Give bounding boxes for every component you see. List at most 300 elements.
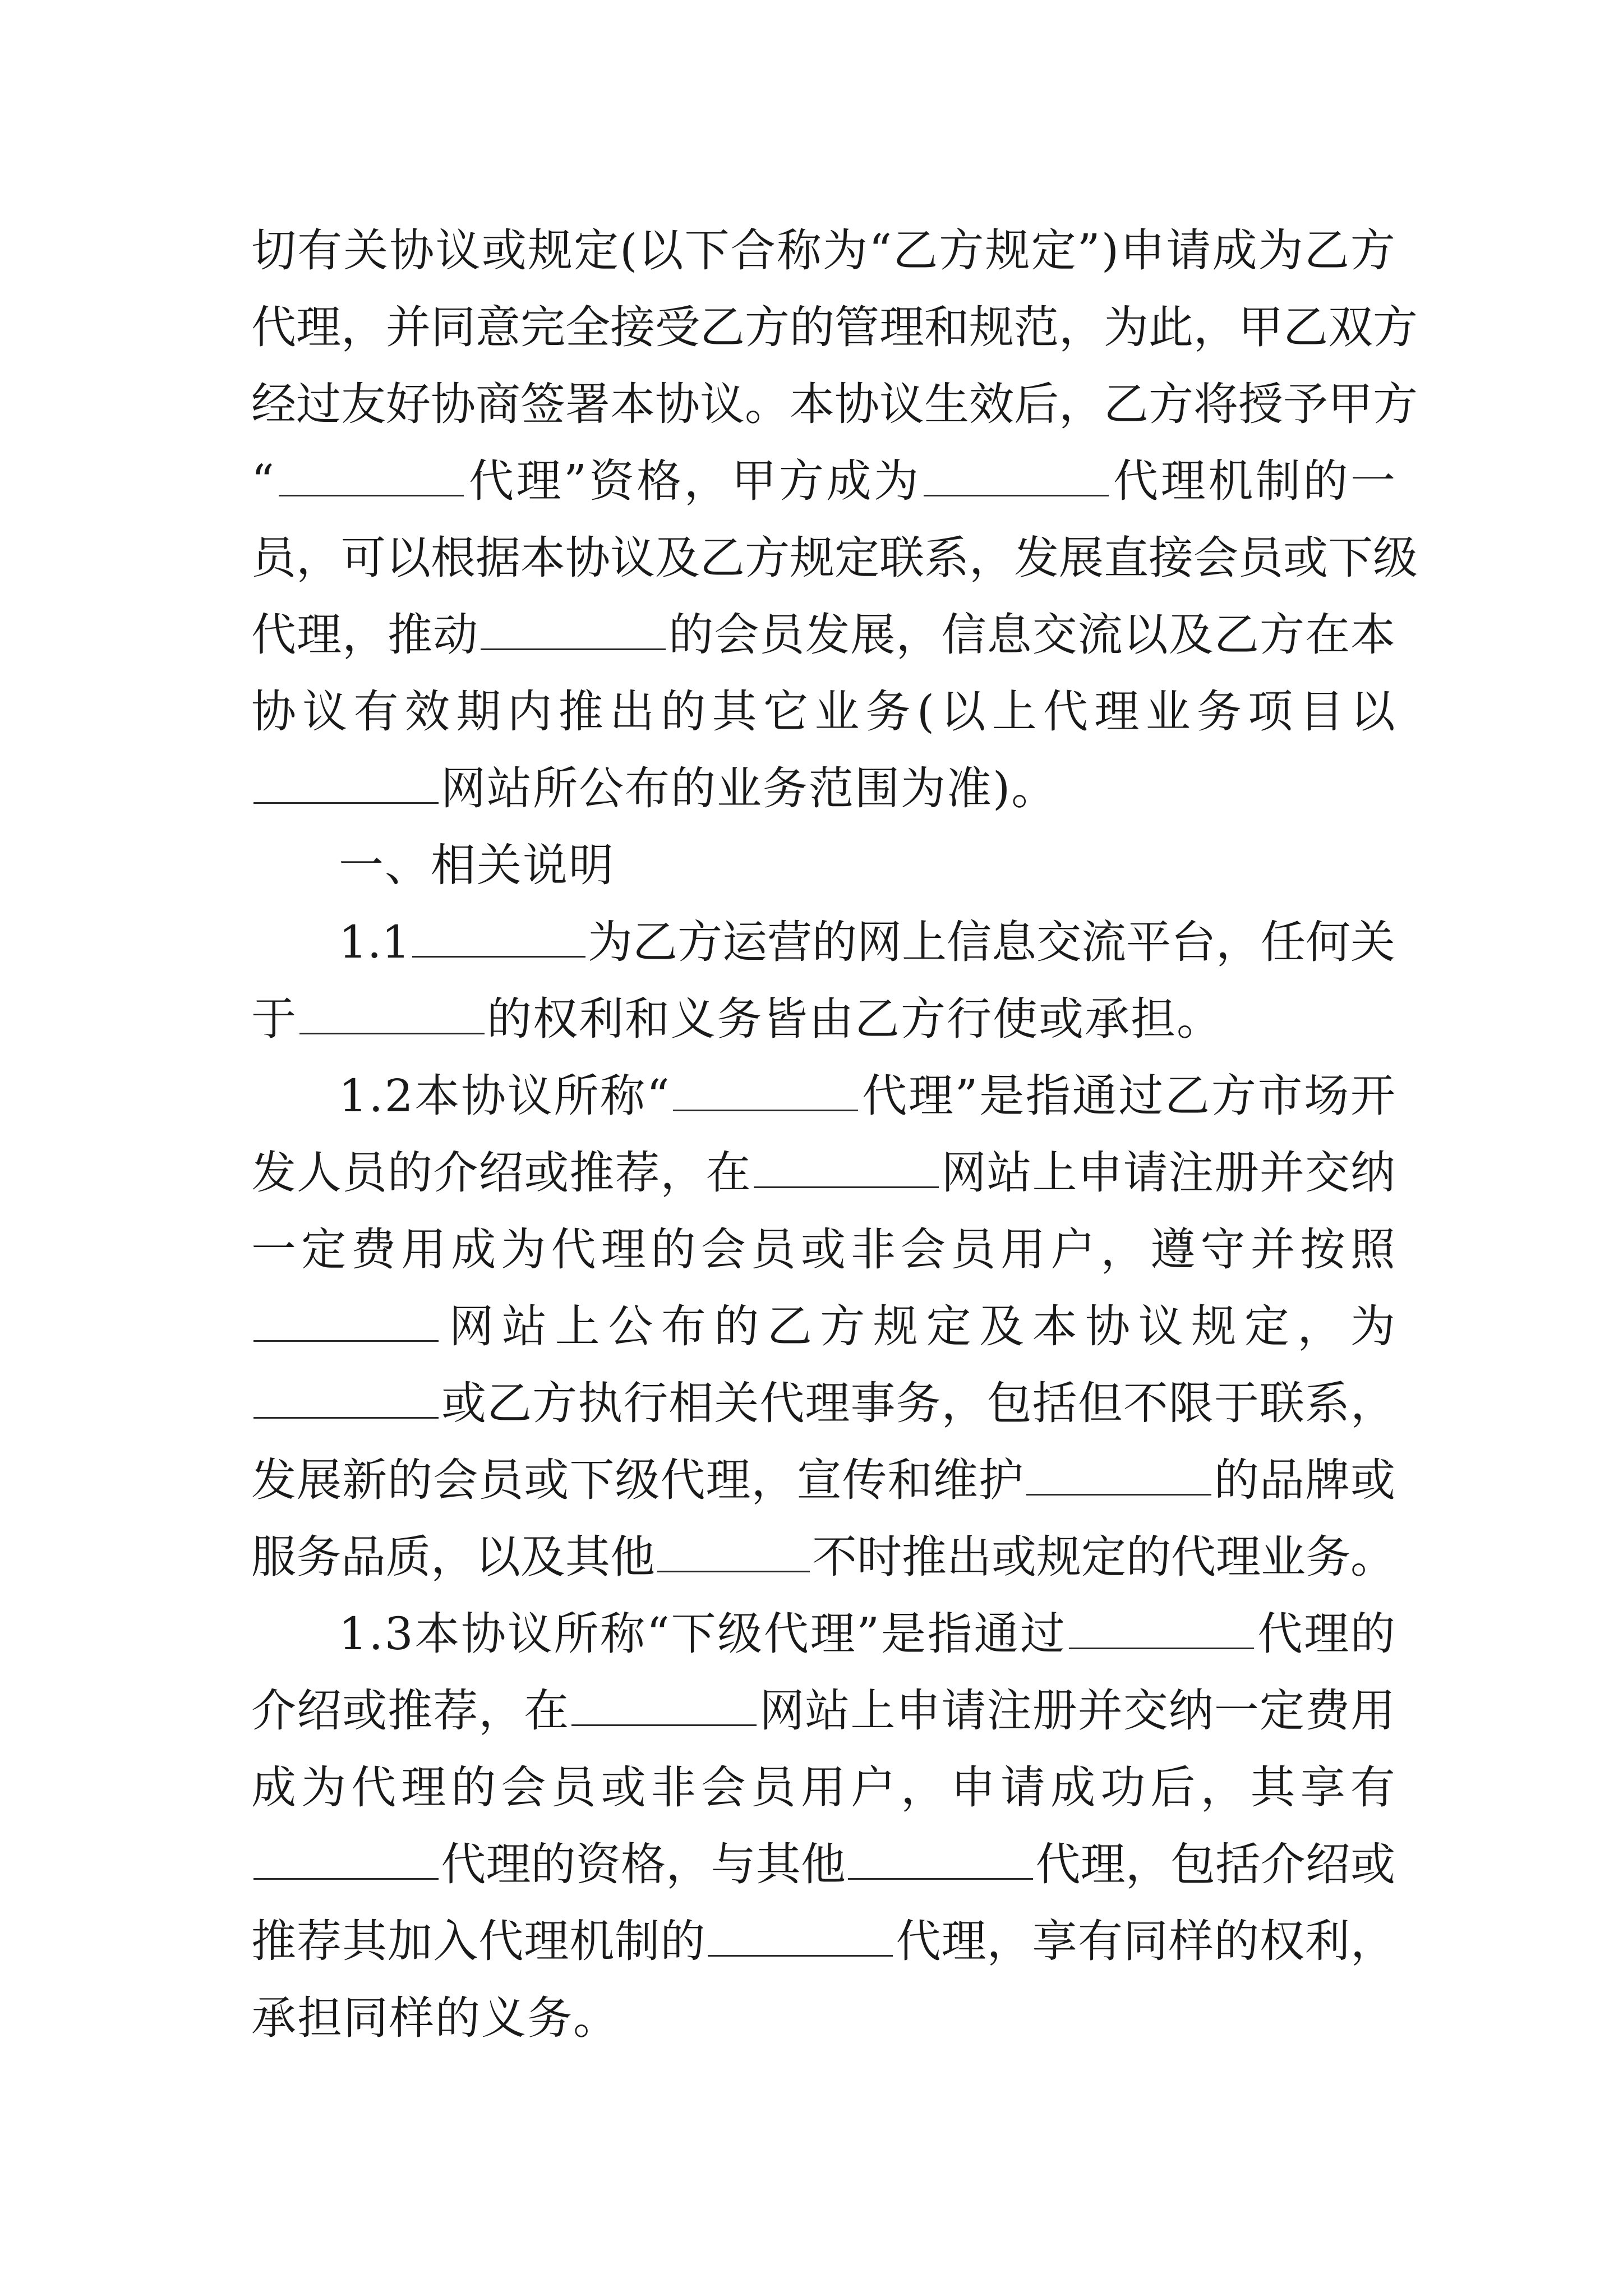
text-char: 乙 [633, 916, 677, 968]
text-char: 上 [902, 916, 947, 968]
text-char: 平 [1126, 916, 1171, 968]
text-char: 称 [600, 1070, 645, 1122]
text-char: 代 [1113, 455, 1159, 507]
text-char: 护 [978, 1454, 1023, 1506]
text-char: 联 [879, 532, 924, 584]
text-char: 的 [668, 609, 714, 661]
text-char: 通 [974, 1608, 1019, 1660]
text-char: 过 [1020, 1608, 1066, 1660]
text-char: 双 [1328, 301, 1373, 353]
fill-in-blank [253, 769, 439, 804]
text-char: 规 [985, 224, 1030, 277]
text-line [251, 519, 1418, 596]
text-char: 或 [481, 224, 527, 277]
text-char: ) [993, 762, 1011, 815]
text-char: 方 [901, 993, 946, 1045]
text-char: 乙 [1104, 378, 1149, 430]
text-char: 出 [947, 1531, 992, 1583]
text-char: 推 [388, 609, 433, 661]
text-char: 所 [554, 1608, 599, 1660]
text-char: 乙 [855, 993, 900, 1045]
text-char: 代 [862, 1070, 907, 1122]
text-char: 并 [1077, 1685, 1123, 1737]
text-char: 议 [302, 685, 348, 738]
text-char: 的 [531, 1838, 576, 1890]
text-char: ( [916, 685, 935, 738]
text-char: ， [431, 1531, 476, 1583]
text-char: 合 [730, 224, 776, 277]
text-char: 系 [924, 532, 969, 584]
text-char: 代 [896, 1915, 941, 1967]
text-char: 非 [651, 1761, 696, 1814]
text-char: ， [896, 609, 941, 661]
text-char: 他 [610, 1531, 655, 1583]
text-char: 员 [551, 1761, 596, 1814]
text-char: 理 [401, 1761, 446, 1814]
text-char: 请 [941, 1685, 986, 1737]
text-char: ， [341, 301, 386, 353]
text-char: 绍 [1305, 1838, 1350, 1890]
text-char: 的 [1350, 1608, 1395, 1660]
text-char: 理 [296, 301, 341, 353]
text-char: ， [1059, 301, 1104, 353]
text-char: 过 [296, 378, 341, 430]
text-char: 权 [533, 993, 578, 1045]
text-char: 协 [834, 378, 879, 430]
text-char: 说 [523, 839, 568, 891]
text-char: 展 [850, 609, 896, 661]
text-char: 相 [431, 839, 476, 891]
text-char: 和 [887, 1454, 933, 1506]
text-char: 利 [1304, 1915, 1350, 1967]
text-char: 资 [575, 1838, 621, 1890]
text-char: 网 [449, 1300, 494, 1352]
fill-in-blank [481, 615, 666, 650]
text-char: 同 [431, 301, 476, 353]
text-char: 效 [969, 378, 1014, 430]
text-char: 或 [1039, 993, 1083, 1045]
text-char: 纳 [1350, 1147, 1395, 1199]
text-char: 及 [1168, 609, 1214, 661]
text-char: 资 [589, 455, 634, 507]
text-char: 何 [1306, 916, 1350, 968]
text-char: 议 [507, 1608, 552, 1660]
text-char: 员 [478, 1454, 524, 1506]
text-line [251, 1749, 1395, 1826]
text-char: ) [1101, 224, 1119, 277]
text-char: 运 [722, 916, 767, 968]
text-char: 乙 [893, 224, 938, 277]
text-char: 方 [1149, 378, 1193, 430]
text-char: 介 [433, 1147, 478, 1199]
agreement-body-text [251, 212, 1418, 2056]
text-char: 理 [1080, 1838, 1126, 1890]
text-line [251, 904, 1395, 981]
text-char: 交 [1304, 1147, 1350, 1199]
text-char: 流 [1077, 609, 1123, 661]
text-char: 过 [1118, 1070, 1164, 1122]
text-char: 包 [986, 1377, 1032, 1429]
text-char: 与 [711, 1838, 756, 1890]
text-char: 议 [700, 378, 745, 430]
text-char: 下 [671, 1608, 716, 1660]
text-char: 生 [924, 378, 969, 430]
text-line [251, 1288, 1395, 1365]
fill-in-blank [279, 461, 464, 496]
text-char: 守 [1200, 1223, 1246, 1276]
text-char: 意 [476, 301, 520, 353]
text-char: 有 [1077, 1915, 1123, 1967]
text-char: 协 [431, 378, 476, 430]
text-char: ， [941, 1377, 986, 1429]
text-char: 但 [1077, 1377, 1123, 1429]
text-line [251, 366, 1418, 443]
text-char: ， [986, 1915, 1032, 1967]
text-char: 乙 [1304, 224, 1349, 277]
text-char: 代 [1257, 1608, 1303, 1660]
text-char: ( [620, 224, 638, 277]
text-char: 2 [384, 1070, 413, 1122]
text-char: 公 [608, 1300, 653, 1352]
text-char: 的 [661, 685, 706, 738]
text-char: 为 [1104, 301, 1149, 353]
text-char: 绍 [478, 1147, 524, 1199]
text-char: 或 [342, 1685, 388, 1737]
text-char: 介 [251, 1685, 296, 1737]
text-char: 牌 [1304, 1454, 1350, 1506]
text-char: 议 [435, 224, 481, 277]
text-char: 或 [800, 1223, 846, 1276]
text-char: 功 [1100, 1761, 1146, 1814]
text-line [251, 1672, 1395, 1749]
text-char: 网 [441, 762, 486, 815]
text-char: 不 [1123, 1377, 1168, 1429]
text-char: 流 [1081, 916, 1126, 968]
text-char: 宣 [796, 1454, 842, 1506]
text-char: 及 [520, 1531, 565, 1583]
text-char: 乙 [767, 1300, 812, 1352]
text-char: 或 [1350, 1838, 1395, 1890]
text-char: 务 [865, 685, 911, 738]
text-char: ， [1350, 1377, 1395, 1429]
text-char: . [368, 1608, 384, 1660]
text-char: 担 [1131, 993, 1175, 1045]
text-char: 方 [939, 224, 984, 277]
fill-in-blank [571, 1691, 757, 1726]
text-char: 站 [805, 1685, 850, 1737]
text-char: 系 [1304, 1377, 1350, 1429]
text-char: 理 [810, 1608, 855, 1660]
fill-in-blank [754, 1153, 939, 1188]
text-char: 的 [671, 762, 716, 815]
text-char: 范 [1014, 301, 1059, 353]
text-char: 费 [1304, 1685, 1350, 1737]
text-char: 和 [625, 993, 670, 1045]
text-char: 遵 [1150, 1223, 1196, 1276]
text-char: 台 [1171, 916, 1216, 968]
text-char: 关 [343, 224, 389, 277]
text-char: 根 [431, 532, 476, 584]
text-line [251, 596, 1395, 673]
text-line [251, 1903, 1395, 1980]
text-char: 业 [717, 762, 762, 815]
text-char: 发 [251, 1454, 296, 1506]
text-char: 的 [1214, 1915, 1259, 1967]
text-char: 申 [1077, 1147, 1123, 1199]
text-char: 的 [1126, 1531, 1171, 1583]
text-char: 效 [404, 685, 450, 738]
text-char: 代 [1035, 1838, 1081, 1890]
text-line [251, 1519, 1395, 1595]
text-char: 定 [926, 1300, 971, 1352]
text-char: 所 [533, 762, 578, 815]
text-char: 发 [251, 1147, 296, 1199]
text-char: 理 [524, 1915, 569, 1967]
text-char: 本 [790, 378, 834, 430]
text-char: 。 [745, 378, 790, 430]
text-char: 推 [558, 685, 603, 738]
text-char: 所 [554, 1070, 599, 1122]
text-char: 站 [986, 1147, 1032, 1199]
text-char: 方 [1259, 609, 1304, 661]
text-char: 任 [1261, 916, 1306, 968]
text-char: 为 [1350, 1300, 1395, 1352]
text-char: 它 [763, 685, 808, 738]
text-char: 完 [520, 301, 565, 353]
text-char: 管 [834, 301, 879, 353]
text-line [251, 981, 1395, 1057]
text-char: 非 [850, 1223, 896, 1276]
text-char: 友 [341, 378, 386, 430]
text-char: 予 [1283, 378, 1328, 430]
text-char: 为 [823, 224, 868, 277]
text-char: 务 [763, 762, 808, 815]
text-char: 推 [902, 1531, 947, 1583]
text-char: 、 [385, 839, 430, 891]
text-char: 称 [776, 224, 822, 277]
text-char: 可 [341, 532, 386, 584]
text-char: 交 [1032, 609, 1077, 661]
text-char: 规 [873, 1300, 918, 1352]
text-char: 请 [1000, 1761, 1046, 1814]
text-char: 会 [714, 609, 759, 661]
text-char: 的 [1214, 1454, 1259, 1506]
text-char: 员 [1238, 532, 1283, 584]
text-line [251, 1826, 1395, 1903]
text-char: 为 [588, 916, 633, 968]
text-char: ， [1216, 916, 1261, 968]
text-char: 据 [476, 532, 520, 584]
text-char: 在 [706, 1147, 751, 1199]
text-char: 准 [947, 762, 992, 815]
text-char: 务 [1196, 685, 1242, 738]
text-char: 。 [1350, 1531, 1395, 1583]
text-char: 享 [1300, 1761, 1345, 1814]
text-char: 。 [573, 1992, 618, 2044]
text-char: 义 [671, 993, 716, 1045]
text-char: 方 [745, 301, 790, 353]
text-char: 行 [947, 993, 992, 1045]
text-char: ， [1350, 1915, 1395, 1967]
text-char: 此 [1149, 301, 1193, 353]
text-char: 员 [750, 1223, 796, 1276]
text-char: 的 [388, 1454, 433, 1506]
text-char: 代 [759, 1377, 805, 1429]
text-char: 以 [386, 532, 431, 584]
text-char: ， [969, 532, 1014, 584]
text-char: 皆 [763, 993, 808, 1045]
text-char: 的 [660, 1915, 706, 1967]
fill-in-blank [924, 461, 1109, 496]
text-char: 或 [1283, 532, 1328, 584]
text-char: 质 [386, 1531, 431, 1583]
text-char: 乙 [1165, 1070, 1210, 1122]
text-char: 为 [901, 762, 946, 815]
text-char: 用 [1000, 1223, 1046, 1276]
text-line [251, 1134, 1395, 1211]
text-char: 范 [809, 762, 854, 815]
text-char: 布 [625, 762, 670, 815]
text-char: 理 [486, 1838, 531, 1890]
fill-in-blank [708, 1921, 893, 1957]
text-char: 执 [578, 1377, 623, 1429]
text-char: 承 [251, 1992, 296, 2044]
fill-in-blank [1026, 1460, 1211, 1496]
text-char: ” [564, 455, 587, 507]
text-char: 公 [579, 762, 624, 815]
text-char: 包 [1170, 1838, 1216, 1890]
text-char: 议 [507, 1070, 552, 1122]
text-char: 费 [351, 1223, 396, 1276]
text-char: 展 [297, 1454, 342, 1506]
text-char: 同 [343, 1992, 388, 2044]
fill-in-blank [253, 1383, 439, 1419]
text-char: 权 [1259, 1915, 1304, 1967]
text-char: 维 [933, 1454, 978, 1506]
text-line [251, 1595, 1395, 1672]
text-char: 成 [1050, 1761, 1096, 1814]
text-char: ， [1200, 1761, 1246, 1814]
text-line [251, 1211, 1395, 1288]
text-char: 其 [755, 1838, 801, 1890]
text-char: 或 [524, 1454, 569, 1506]
text-char: 务 [527, 1992, 572, 2044]
text-char: 的 [812, 916, 857, 968]
text-char: 用 [1350, 1685, 1395, 1737]
text-char: “ [646, 1070, 670, 1122]
text-char: 和 [924, 301, 969, 353]
text-char: 联 [1259, 1377, 1304, 1429]
text-char: 申 [1120, 224, 1165, 277]
text-char: 称 [600, 1608, 645, 1660]
text-char: 绍 [297, 1685, 342, 1737]
text-char: 网 [857, 916, 902, 968]
text-char: 的 [714, 1300, 759, 1352]
text-char: 括 [1032, 1377, 1077, 1429]
text-char: 务 [296, 1531, 341, 1583]
text-char: 定 [301, 1223, 347, 1276]
text-char: 定 [1031, 224, 1076, 277]
text-char: 业 [1145, 685, 1191, 738]
fill-in-blank [412, 922, 585, 958]
text-char: 于 [1214, 1377, 1259, 1429]
text-char: 议 [879, 378, 924, 430]
text-char: 在 [1304, 609, 1350, 661]
text-char: 代 [478, 1915, 524, 1967]
text-char: 或 [1350, 1454, 1395, 1506]
text-char: 的 [651, 1223, 696, 1276]
text-char: 方 [1350, 224, 1395, 277]
text-char: 以 [1350, 685, 1395, 738]
text-char: 员 [251, 532, 296, 584]
text-char: 及 [979, 1300, 1025, 1352]
text-char: 在 [524, 1685, 569, 1737]
text-char: 品 [1259, 1454, 1304, 1506]
text-char: 或 [601, 1761, 646, 1814]
text-char: 交 [1123, 1685, 1168, 1737]
text-char: 1 [339, 1608, 367, 1660]
text-char: “ [646, 1608, 670, 1660]
text-char: 务 [1306, 1531, 1350, 1583]
text-char: 方 [745, 532, 790, 584]
text-char: 担 [297, 1992, 342, 2044]
text-char: 关 [714, 1377, 759, 1429]
text-char: 按 [1300, 1223, 1345, 1276]
text-char: 指 [1025, 1070, 1071, 1122]
text-char: 一 [339, 839, 384, 891]
text-char: 。 [1011, 762, 1057, 815]
text-char: 网 [759, 1685, 805, 1737]
text-char: 以 [1123, 609, 1168, 661]
text-char: 围 [855, 762, 900, 815]
text-char: 接 [1149, 532, 1193, 584]
fill-in-blank [253, 1306, 439, 1342]
text-line [251, 1980, 1395, 2056]
text-char: 员 [750, 1761, 796, 1814]
text-char: 上 [850, 1685, 896, 1737]
text-char: 信 [941, 609, 986, 661]
text-char: 1 [381, 916, 411, 968]
text-char: 荐 [615, 1147, 660, 1199]
text-char: 理 [1216, 1531, 1261, 1583]
text-char: 议 [1138, 1300, 1183, 1352]
text-char: 议 [610, 532, 655, 584]
text-char: 上 [1032, 1147, 1077, 1199]
text-char: 有 [1350, 1761, 1395, 1814]
fill-in-blank [848, 1844, 1033, 1880]
text-char: 信 [947, 916, 992, 968]
text-char: 并 [386, 301, 431, 353]
text-char: ” [856, 1608, 880, 1660]
text-char: 1 [339, 1070, 367, 1122]
text-char: 本 [414, 1070, 460, 1122]
text-line [251, 1442, 1395, 1519]
text-char: 定 [834, 532, 879, 584]
text-char: 务 [717, 993, 762, 1045]
text-char: 。 [1177, 993, 1221, 1045]
text-char: 的 [1303, 455, 1348, 507]
text-char: 甲 [1328, 378, 1373, 430]
text-char: 推 [569, 1147, 615, 1199]
text-char: 代 [469, 455, 514, 507]
text-char: 下 [569, 1454, 615, 1506]
text-char: ， [1059, 378, 1104, 430]
text-char: 息 [986, 609, 1032, 661]
text-char: 息 [992, 916, 1036, 968]
text-char: 其 [1250, 1761, 1295, 1814]
text-char: 会 [700, 1223, 746, 1276]
text-char: 期 [456, 685, 501, 738]
